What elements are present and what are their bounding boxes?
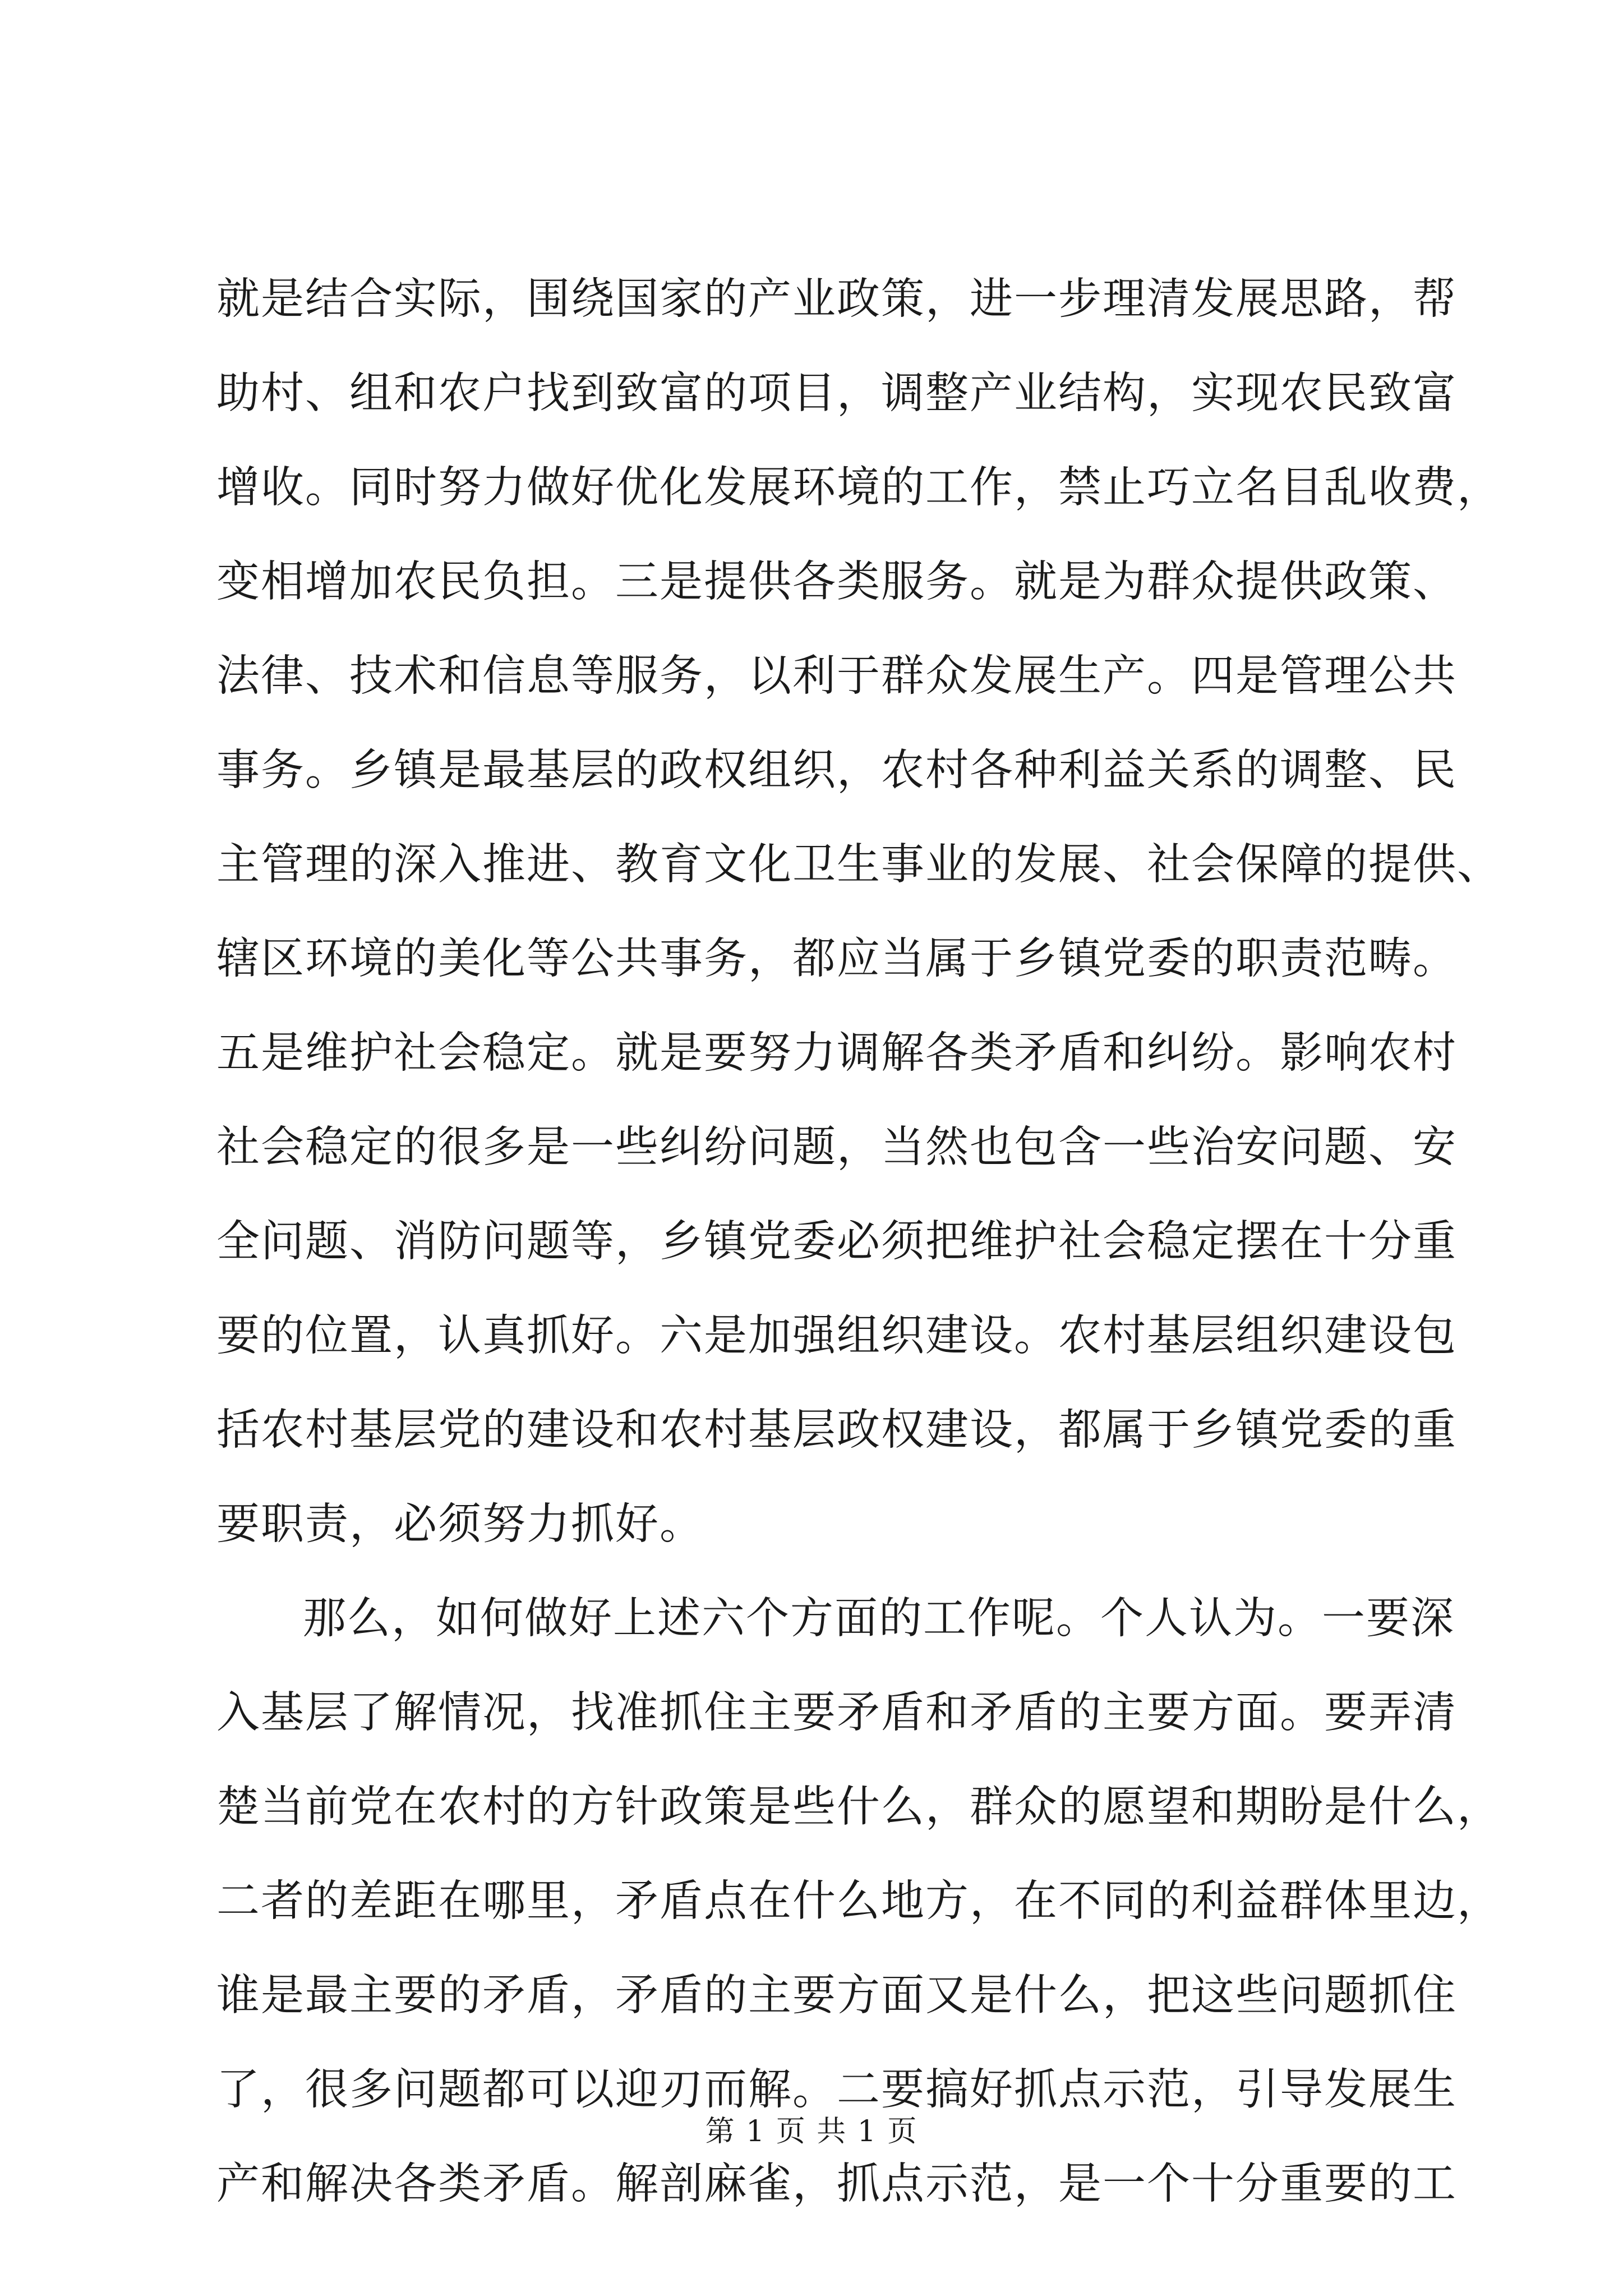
text-line: 就是结合实际，围绕国家的产业政策，进一步理清发展思路，帮 xyxy=(216,274,1457,324)
text-line: 谁是最主要的矛盾，矛盾的主要方面又是什么，把这些问题抓住 xyxy=(216,1971,1457,2021)
text-line: 要的位置，认真抓好。六是加强组织建设。农村基层组织建设包 xyxy=(216,1311,1457,1361)
text-line: 要职责，必须努力抓好。 xyxy=(216,1499,704,1549)
text-line: 全问题、消防问题等，乡镇党委必须把维护社会稳定摆在十分重 xyxy=(216,1217,1457,1267)
text-line: 事务。乡镇是最基层的政权组织，农村各种利益关系的调整、民 xyxy=(216,746,1457,795)
text-line: 社会稳定的很多是一些纠纷问题，当然也包含一些治安问题、安 xyxy=(216,1122,1457,1172)
text-line: 括农村基层党的建设和农村基层政权建设，都属于乡镇党委的重 xyxy=(216,1405,1457,1455)
page-number-footer: 第 1 页 共 1 页 xyxy=(705,2115,918,2148)
text-line: 主管理的深入推进、教育文化卫生事业的发展、社会保障的提供、 xyxy=(216,840,1501,890)
document-body xyxy=(216,252,1501,2231)
text-line: 法律、技术和信息等服务，以利于群众发展生产。四是管理公共 xyxy=(216,651,1457,701)
text-line: 助村、组和农户找到致富的项目，调整产业结构，实现农民致富 xyxy=(216,369,1457,418)
text-line: 那么，如何做好上述六个方面的工作呢。个人认为。一要深 xyxy=(303,1594,1455,1644)
text-line: 了，很多问题都可以迎刃而解。二要搞好抓点示范，引导发展生 xyxy=(216,2065,1457,2115)
text-line: 五是维护社会稳定。就是要努力调解各类矛盾和纠纷。影响农村 xyxy=(216,1028,1457,1078)
text-line: 楚当前党在农村的方针政策是些什么，群众的愿望和期盼是什么， xyxy=(216,1782,1501,1832)
text-line: 产和解决各类矛盾。解剖麻雀，抓点示范，是一个十分重要的工 xyxy=(216,2159,1457,2209)
text-line: 入基层了解情况，找准抓住主要矛盾和矛盾的主要方面。要弄清 xyxy=(216,1688,1457,1738)
text-line: 二者的差距在哪里，矛盾点在什么地方，在不同的利益群体里边， xyxy=(216,1876,1501,1926)
text-line: 增收。同时努力做好优化发展环境的工作，禁止巧立名目乱收费， xyxy=(216,463,1501,513)
text-line: 变相增加农民负担。三是提供各类服务。就是为群众提供政策、 xyxy=(216,557,1457,607)
text-line: 辖区环境的美化等公共事务，都应当属于乡镇党委的职责范畴。 xyxy=(216,934,1457,984)
